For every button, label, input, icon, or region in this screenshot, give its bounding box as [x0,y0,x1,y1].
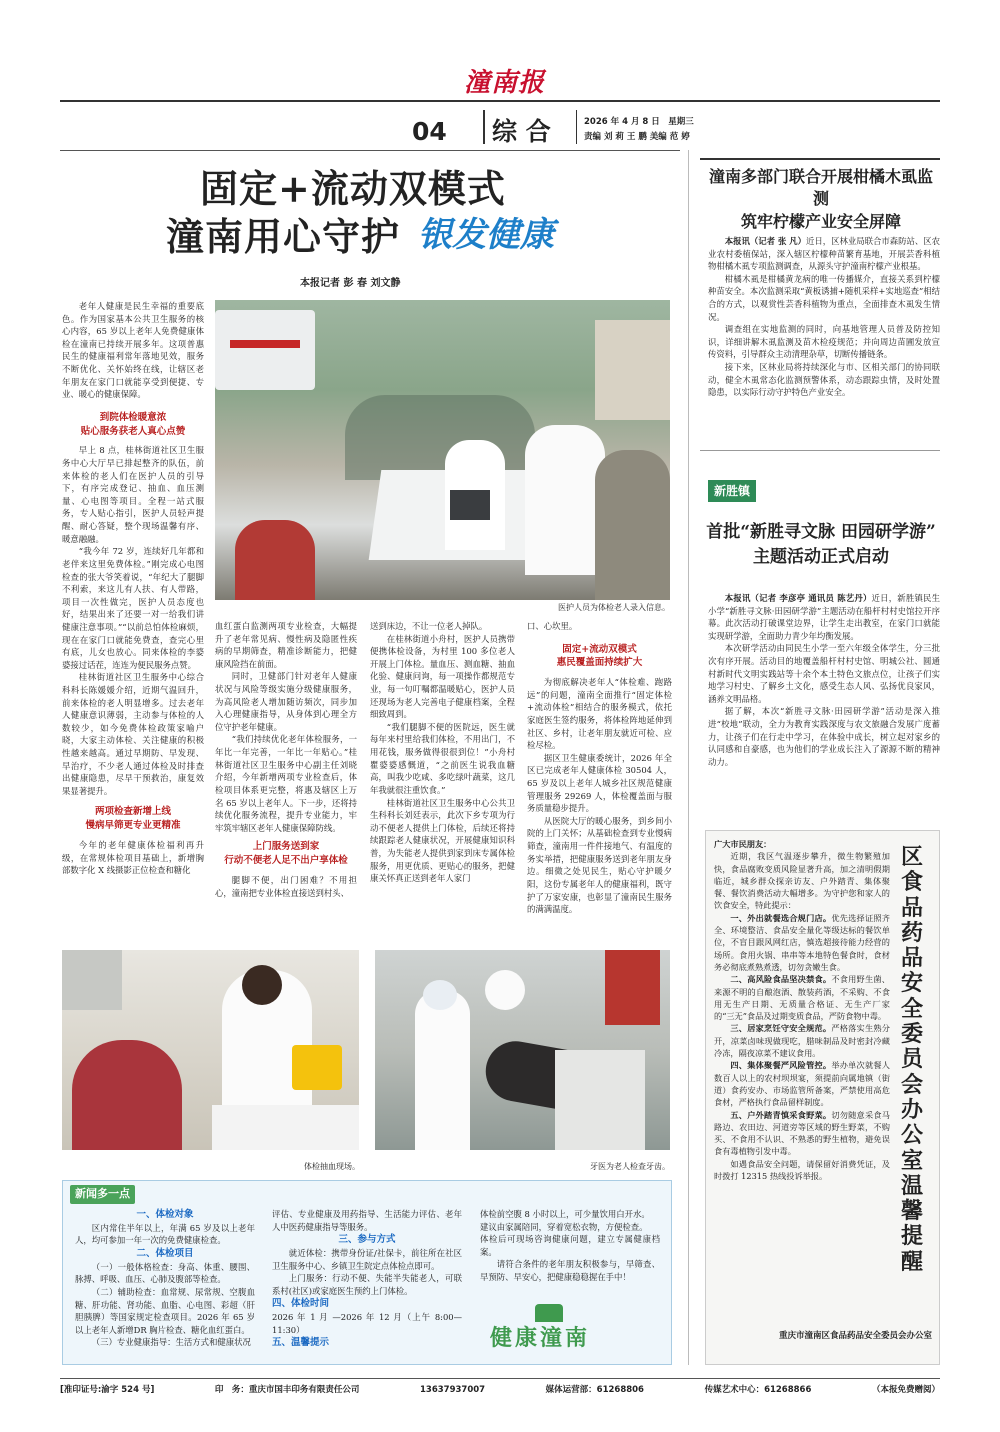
footer-printer: 印 务：重庆市国丰印务有限责任公司 [214,1385,360,1395]
health-logo-text: 健康潼南 [490,1326,591,1351]
lead-col3-p2: 在桂林街道小舟村，医护人员携带便携体检设备，为村里 100 多位老人开展上门体检。量血压、测血糖、抽血化验、健康问询，每一项操作都规范专业，每一句叮嘱都温暖贴心，医护人员还现场为老人完善电子健康档案，全程细致周到。 [370,633,515,720]
footer-phone: 13637937007 [420,1385,486,1395]
lead-col3-p4: 桂林街道社区卫生服务中心公共卫生科科长刘廷表示，此次下乡专项为行动不便老人提供上门体检，后续还将持续跟踪老人健康状况，开展健康知识科普，为失能老人提供到家到床专属体检服务，用更优质、更贴心的服务，把健康关怀真正送到老年人家门 [370,797,515,884]
notice-p2b: （二）辅助检查：血常规、尿常规、空腹血糖、肝功能、肾功能、血脂、心电图、彩超（肝胆胰脾）等国家规定检查项目。2026 年 65 岁以上老年人新增DR 胸片检查、糖化血红蛋白。 [75,1286,255,1335]
notice-c3a: 体检前空腹 8 小时以上，可少量饮用白开水。 [480,1209,650,1219]
masthead-divider-2 [576,110,577,144]
lead-headline-1: 固定+流动双模式 [200,166,506,211]
food-safety-t4: 四、集体聚餐严风险管控。 [730,1060,832,1071]
notice-h2: 二、体检项目 [136,1247,194,1259]
main-photo-caption: 医护人员为体检老人录入信息。 [558,603,670,612]
food-safety-p0: 近期，我区气温逐步攀升，微生物繁殖加快，食品腐败变质风险显著升高，加之清明假期临近，城乡群众探亲访友、户外踏青、集体聚餐、餐饮消费活动大幅增多。为守护您和家人的饮食安全，特此提示： [714,851,890,911]
lead-col1-p4: 桂林街道社区卫生服务中心综合科科长陈媛媛介绍，近期气温回升，前来体检的老人明显增多。过去老年人健康意识薄弱，主动参与体检的人数较少，如今免费体检政策家喻户晓，大家主动体检、关注健康的积极性越来越高。通过早期防、早发现、早治疗，不少老人通过体检及时排查出健康隐患，尽早干预救治，康复效果显著提升。 [62,672,204,796]
right-mid-p2: 本次研学活动由同民生小学一至六年级全体学生，分三批次有序开展。活动目的地覆盖船杆村村史馆、明城公社、圆通村新时代文明实践站等十余个本土特色文旅点位，让孩子们实地学习村史、了解乡土文化，感受生态人风、弘扬优良家风，涵养文明品格。 [708,643,940,704]
lead-col1-p2: 早上 8 点，桂林街道社区卫生服务中心大厅早已排起整齐的队伍，前来体检的老人们在医护人员的引导下，有序完成登记、抽血、血压测量、心电图等项目。全程一站式服务，专人贴心指引，医护人员轻声提醒、耐心答疑，整个现场温馨有序、暖意融融。 [62,445,204,544]
lead-col-1 [62,300,204,877]
footer-rule [60,1378,940,1379]
lead-headline-2: 潼南用心守护 [166,214,401,259]
food-safety-p4: 举办单次就餐人数百人以上的农村坝坝宴，须提前向属地镇（街道）食药安办、市场监管所备案，严禁使用高危食材，严格执行食品留样制度。 [714,1060,890,1108]
notice-c2a: 评估、专业健康及用药指导、生活能力评估、老年人中医药健康指导等服务。 [272,1209,462,1232]
right-mid-headline-2: 主题活动正式启动 [753,546,889,567]
right-top-body [708,235,940,399]
notice-h1: 一、体检对象 [136,1209,194,1220]
dental-caption: 牙医为老人检查牙齿。 [590,1162,670,1171]
lead-col4-p4: 从医院大厅的暖心服务，到乡间小院的上门关怀；从基础检查到专业慢病筛查，潼南用一件件接地气、有温度的务实举措，把健康服务送到老年朋友身边。细微之处见民生，贴心守护暖夕阳，这份专属老年人的健康福利，既守护了万家安康，也彰显了潼南民生服务的满满温度。 [527,815,672,915]
notice-col-3 [480,1208,660,1284]
notice-c3b: 建议由家属陪同，穿着宽松衣物，方便检查。 [480,1221,648,1232]
right-mid-p1: 近日，新胜镇民生小学“新胜寻文脉·田园研学游”主题活动在船杆村村史馆拉开序幕。此次活动打破课堂边界，让学生走出教室，在家门口就能实现研学游，全面助力青少年均衡发展。 [708,593,940,641]
lead-col3-p1: 送到床边，不让一位老人掉队。 [370,621,488,631]
section-name: 综 合 [492,117,551,146]
lead-byline: 本报记者 彭 春 刘文静 [300,278,401,289]
issue-date: 2026 年 4 月 8 日 星期三 [584,117,694,127]
main-photo [215,300,670,600]
header-rule [60,150,680,151]
health-logo [490,1318,640,1358]
lead-col2-p4: 腿脚不便，出门困难？不用担心，潼南把专业体检直接送到村头、 [215,874,357,898]
editors: 责编 刘 莉 王 鹏 美编 范 婷 [584,132,690,142]
food-safety-p1: 优先选择证照齐全、环境整洁、食品安全量化等级达标的餐饮单位，不盲目跟风网红店，慎选超接待能力经营的场所。食用火锅、串串等本地特色餐食时，食材务必彻底煮熟煮透，切勿贪嫩生食。 [714,912,890,972]
town-tag: 新胜镇 [708,480,756,502]
right-mid-headline [702,520,940,569]
food-safety-p6: 如遇食品安全问题，请保留好消费凭证，及时拨打 12315 热线投诉举报。 [714,1158,890,1182]
blood-test-caption: 体检抽血现场。 [304,1162,360,1171]
lead-col2-p2: 同时，卫健部门针对老年人健康状况与风险等级实施分级健康服务，为高风险老人增加随访频次，同步加入心理健康指导，从身体到心理全方位守护老年健康。 [215,671,357,732]
notice-col-1 [75,1208,255,1349]
footer-free: （本报免费赠阅） [871,1385,940,1395]
notice-h4: 四、体检时间 [272,1298,330,1310]
food-safety-t3: 三、居家烹饪守安全规范。 [730,1023,832,1034]
lead-col2-p1: 血红蛋白监测两项专业检查，大幅提升了老年常见病、慢性病及隐匿性疾病的早期筛查，精准诊断能力，把健康风险挡在前面。 [215,621,357,669]
dental-photo [375,950,670,1150]
food-safety-t5: 五、户外踏青慎采食野菜。 [730,1109,832,1120]
lead-headline-art: 银发健康 [418,215,554,255]
food-safety-body [714,838,890,1182]
food-safety-p2: 不食用野生菌、来源不明的自酿泡酒、散装药酒，不采购、不食用无生产日期、无质量合格证、无生产厂家的“三无”食品及过期变质食品，严防食物中毒。 [714,974,890,1022]
food-safety-greeting: 广大市民朋友： [714,839,772,849]
notice-c3c: 体检后可现场咨询健康问题，建立专属健康档案。 [480,1234,660,1257]
notice-title: 新闻多一点 [70,1185,135,1204]
notice-p2a: （一）一般体格检查：身高、体重、腰围、脉搏、呼吸、血压、心肺及腹部等检查。 [75,1261,255,1285]
notice-p3b: 上门服务：行动不便、失能半失能老人，可联系村(社区)或家庭医生预约上门体检。 [272,1273,462,1296]
lead-col1-p3: “我今年 72 岁，连续好几年都和老伴来这里免费体检。”刚完成心电图检查的张大爷笑着说，“年纪大了腿脚不利索，来这儿有人扶、有人带路，项目一次性做完，医护人员态度也好，结果出来了还要一对一给我们讲健康注意事项。”“以前总怕体检麻烦，现在在家门口就能免费查，查完心里有底，儿女也放心。同来体检的李婆婆接过话茬，连连为便民服务点赞。 [62,546,204,670]
lead-col4-p2: 为彻底解决老年人“体检难、跑路远”的问题，潼南全面推行“固定体检+流动体检”相结合的服务模式，依托家庭医生签约服务，将体检阵地延伸到社区、乡村，让老年朋友就近可检、应检尽检。 [527,677,672,751]
lead-col-2 [215,620,357,899]
lead-col1-p5: 今年的老年健康体检福利再升级，在常规体检项目基础上，新增胸部数字化 X 线摄影正位检查和糖化 [62,840,204,876]
lead-col-4 [527,620,672,916]
right-top-headline-1: 潼南多部门联合开展柑橘木虱监测 [708,167,933,209]
lead-col4-p3: 据区卫生健康委统计，2026 年全区已完成老年人健康体检 30504 人，65 岁及以上老年人城乡社区规范健康管理服务 29269 人，体检覆盖面与服务质量稳步提升。 [527,752,672,814]
food-safety-p5: 切勿随意采食马路边、农田边、河道旁等区域的野生野菜，不购买、不食用不认识、不熟悉的野生植物，避免误食有毒植物引发中毒。 [714,1109,890,1157]
right-mid-lead: 本报讯（记者 李彦亭 通讯员 陈艺丹） [724,593,872,603]
right-top-p3: 调查组在实地监测的同时，向基地管理人员普及防控知识，详细讲解木虱监测及苗木检疫规范；并向周边苗圃发放宣传资料，引导群众主动清理杂草，切断传播链条。 [708,324,940,360]
footer-ad: 传媒艺术中心：61268866 [704,1385,812,1395]
notice-p4: 2026 年 1 月 —2026 年 12 月（上午 8:00—11:30） [272,1312,462,1335]
right-top-headline [702,166,940,233]
right-top-p1: 近日，区林业局联合市森防站、区农业农村委植保站，深入辖区柠檬种苗繁育基地，开展芸香科植物柑橘木虱专项监测调查，从源头守护潼南柠檬产业根基。 [708,236,941,272]
right-top-lead: 本报讯（记者 张 凡） [724,236,807,246]
right-mid-body [708,592,940,769]
food-safety-p3: 严格落实生熟分开，凉菜卤味现做现吃，腊味制品及时密封冷藏冷冻，隔夜凉菜不建议食用。 [714,1023,890,1059]
food-safety-vertical-title: 区食品药品安全委员会办公室温馨提醒 [900,844,923,1275]
right-mid-p3: 据了解，本次“新胜寻文脉·田园研学游”活动是深入推进“校地”联动，全力为教育实践深度与农文旅融合发展广度蓄力，让孩子们在行走中学习，在体验中成长，树立起对家乡的认同感和自豪感，也为他们的学业成长注入了源源不断的精神动力。 [708,706,940,767]
right-top-p4: 接下来，区林业局将持续深化与市、区相关部门的协同联动，健全木虱常态化监测预警体系，动态跟踪虫情，及时处置隐患，以实际行动守护特色产业安全。 [708,362,940,398]
lead-col2-p3: “我们持续优化老年体检服务，一年比一年完善，一年比一年贴心。”桂林街道社区卫生服务中心副主任刘晓介绍，今年新增两项专业检查后，体检项目体系更完整，将惠及辖区上万名 65 岁以上老年人。下一步，还将持续优化服务流程，提升专业能力，牢牢筑牢辖区老年人健康保障防线。 [215,734,357,833]
food-safety-t1: 一、外出就餐选合规门店。 [730,912,832,923]
column-divider [688,150,689,1365]
subhead-3: 上门服务送到家 行动不便老人足不出户享体检 [224,841,348,867]
footer-permit: [准印证号:渝字 524 号] [60,1385,155,1395]
right-mid-headline-1: 首批“新胜寻文脉 田园研学游” [706,522,936,542]
newspaper-logo: 潼南报 [464,68,546,98]
lead-col4-p1: 口、心坎里。 [527,621,578,631]
right-top-headline-2: 筑牢柠檬产业安全屏障 [740,211,901,231]
food-safety-signature: 重庆市潼南区食品药品安全委员会办公室 [778,1331,932,1341]
lead-col-3 [370,620,515,885]
lead-col3-p3: “我们腿脚不便的医院远，医生就每年来村里给我们体检，不用出门，不用花钱，服务做得很很到位！”小舟村瞿婆婆感慨道，“之前医生说我血糖高，叫我少吃咸、多吃绿叶蔬菜，这几年我就很注重饮食。” [370,721,515,795]
notice-p3a: 就近体检：携带身份证/社保卡，前往所在社区卫生服务中心、乡镇卫生院定点体检点即可。 [272,1247,462,1271]
subhead-1: 到院体检暖意浓 贴心服务获老人真心点赞 [80,411,186,437]
subhead-4: 固定+流动双模式 惠民覆盖面持续扩大 [556,643,643,669]
subhead-2: 两项检查新增上线 慢病早筛更专业更精准 [85,806,181,832]
footer [60,1384,940,1397]
food-safety-t2: 二、高风险食品坚决禁食。 [730,974,832,985]
masthead-rule [60,100,940,102]
page-number: 04 [412,117,447,146]
notice-p2c: （三）专业健康指导：生活方式和健康状况 [91,1337,251,1348]
right-top-p2: 柑橘木虱是柑橘黄龙病的唯一传播媒介，直接关系到柠檬种苗安全。本次监测采取“黄板诱捕+随机采样+实地巡查”相结合的方式，以观赏性芸香科植物为重点，全面排查木虱发生情况。 [708,273,940,322]
notice-c3d: 请符合条件的老年朋友积极参与，早筛查、早预防、早安心，把健康稳稳握在手中！ [480,1259,660,1283]
right-top-rule [700,158,940,160]
footer-media: 媒体运营部：61268806 [545,1385,644,1395]
notice-p1: 区内常住半年以上，年满 65 岁及以上老年人，均可参加一年一次的免费健康检查。 [75,1222,255,1246]
notice-col-2 [272,1208,462,1350]
notice-h3: 三、参与方式 [338,1234,396,1246]
right-rule-2 [700,450,940,451]
lead-intro: 老年人健康是民生幸福的重要底色。作为国家基本公共卫生服务的核心内容，65 岁以上老年人免费健康体检在潼南已持续开展多年。这项普惠民生的健康福利常年落地见效，服务不断优化、关怀始终在线，让辖区老年朋友在家门口就能享受到便捷、专业、暖心的健康保障。 [62,301,204,400]
masthead-divider [483,110,485,144]
blood-test-photo [62,950,359,1150]
notice-h5: 五、温馨提示 [272,1337,330,1349]
